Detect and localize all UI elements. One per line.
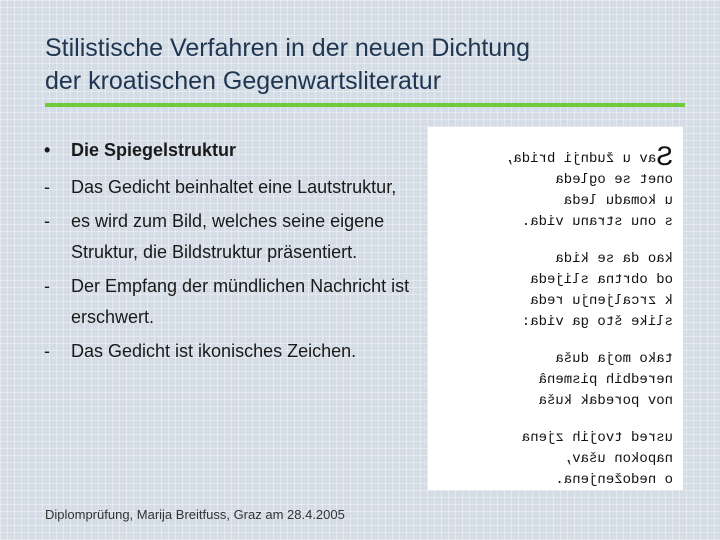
list-item <box>44 135 414 166</box>
mirrored-poem-image <box>428 127 683 490</box>
list-item <box>44 336 414 367</box>
poem-line: tako moja duša <box>555 351 673 367</box>
bullet-list <box>44 135 414 370</box>
poem-line: onet se ogleda <box>555 172 673 188</box>
list-item <box>44 206 414 268</box>
poem-line: slike što ga vida: <box>521 314 673 330</box>
poem-drop-cap: S <box>656 143 673 174</box>
poem-line: o nedoženjena. <box>555 472 673 488</box>
dash-marker: - <box>44 177 50 197</box>
title-line-1: Stilistische Verfahren in der neuen Dichtung <box>45 34 531 62</box>
poem-line: neredbih pismenâ <box>538 372 673 388</box>
list-item-text: Das Gedicht beinhaltet eine Lautstruktur, <box>71 177 397 197</box>
poem-line: napokon ušav, <box>563 451 673 467</box>
poem-line: od obrtna slijeda <box>530 272 673 288</box>
poem-line: nov poredak kuša <box>538 393 673 409</box>
poem-line: kao da se kida <box>555 251 673 267</box>
bullet-marker: • <box>44 140 51 160</box>
poem-stanza <box>428 249 683 333</box>
dash-marker: - <box>44 276 50 296</box>
slide-title <box>45 32 685 98</box>
title-underline <box>45 103 685 107</box>
mirrored-poem <box>428 143 683 507</box>
poem-line: k zrcaljenju reda <box>530 293 673 309</box>
list-item-text: es wird zum Bild, welches seine eigene Struktur, die Bildstruktur präsentiert. <box>71 211 385 262</box>
slide-footer: Diplomprüfung, Marija Breitfuss, Graz am 28.4.2005 <box>45 507 345 522</box>
poem-stanza <box>428 349 683 412</box>
poem-line: u komadu leda <box>563 193 673 209</box>
title-line-2: der kroatischen Gegenwartsliteratur <box>45 67 442 95</box>
dash-marker: - <box>44 211 50 231</box>
list-item-text: Das Gedicht ist ikonisches Zeichen. <box>71 341 357 361</box>
list-item <box>44 172 414 203</box>
list-item <box>44 271 414 333</box>
dash-marker: - <box>44 341 50 361</box>
list-item-text: Die Spiegelstruktur <box>71 140 237 160</box>
poem-line: s onu stranu vida. <box>521 214 673 230</box>
poem-stanza <box>428 143 683 233</box>
poem-line: Sav u žudnji brida, <box>504 143 673 174</box>
list-item-text: Der Empfang der mündlichen Nachricht ist erschwert. <box>71 276 410 327</box>
poem-line: usred tvojih zjena <box>521 430 673 446</box>
poem-stanza <box>428 428 683 491</box>
